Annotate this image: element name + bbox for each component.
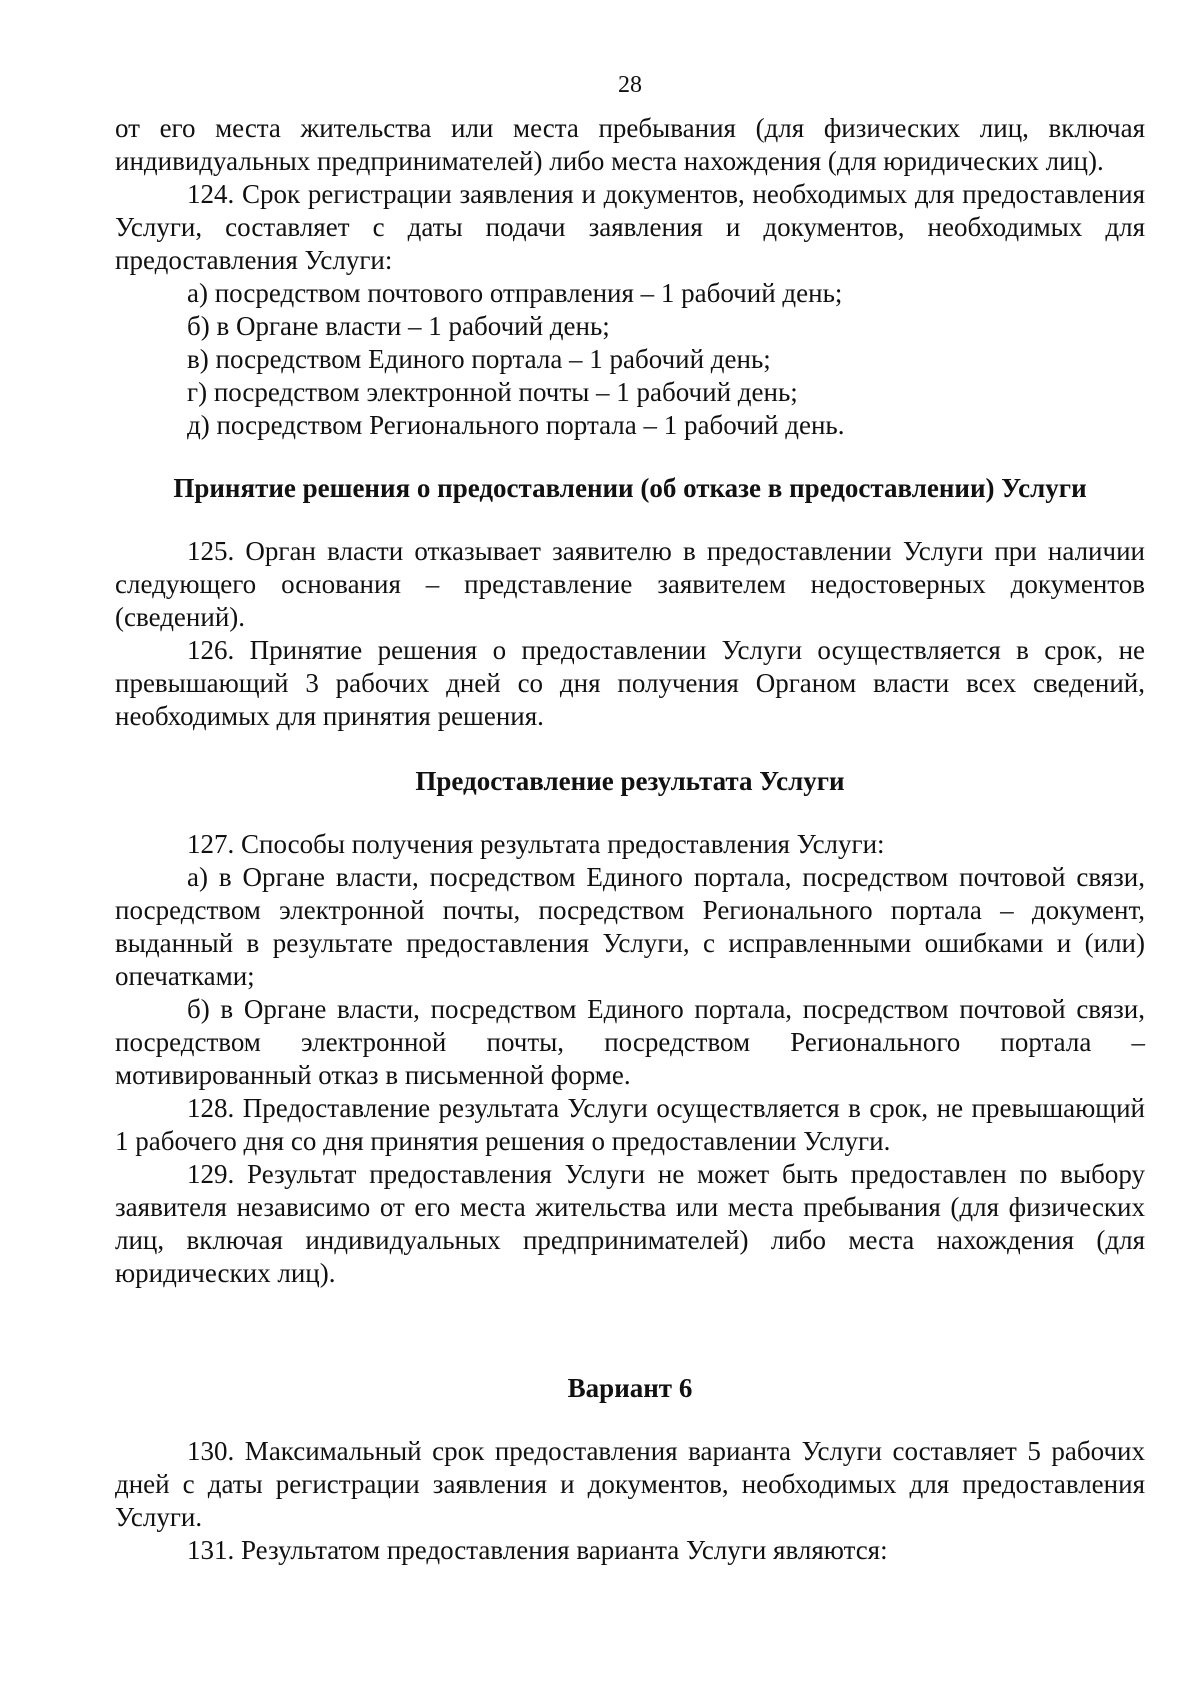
paragraph-127-b: б) в Органе власти, посредством Единого портала, посредством почтовой связи, посредством электронной почты, посредством Регионального портала – мотивированный отказ в письменной форме.	[115, 994, 1145, 1090]
list-item-a: а) посредством почтового отправления – 1 рабочий день;	[187, 278, 843, 308]
paragraph-127-a: а) в Органе власти, посредством Единого портала, посредством почтовой связи, посредством электронной почты, посредством Регионального портала – документ, выданный в результате предоставления Услуги, с исправленными ошибками и (или) опечатками;	[115, 862, 1145, 991]
paragraph-127: 127. Способы получения результата предоставления Услуги:	[187, 829, 885, 859]
paragraph-130: 130. Максимальный срок предоставления варианта Услуги составляет 5 рабочих дней с даты регистрации заявления и документов, необходимых для предоставления Услуги.	[115, 1436, 1145, 1532]
paragraph-126: 126. Принятие решения о предоставлении Услуги осуществляется в срок, не превышающий 3 рабочих дней со дня получения Органом власти всех сведений, необходимых для принятия решения.	[115, 635, 1145, 731]
list-item-v: в) посредством Единого портала – 1 рабочий день;	[187, 344, 771, 374]
paragraph-continuation: от его места жительства или места пребывания (для физических лиц, включая индивидуальных предпринимателей) либо места нахождения (для юридических лиц).	[115, 113, 1145, 176]
list-item-b: б) в Органе власти – 1 рабочий день;	[187, 311, 610, 341]
section-heading-result: Предоставление результата Услуги	[415, 766, 845, 796]
paragraph-128: 128. Предоставление результата Услуги осуществляется в срок, не превышающий 1 рабочего дня со дня принятия решения о предоставлении Услуги.	[115, 1093, 1145, 1156]
paragraph-125: 125. Орган власти отказывает заявителю в предоставлении Услуги при наличии следующего основания – представление заявителем недостоверных документов (сведений).	[115, 536, 1145, 632]
paragraph-131: 131. Результатом предоставления варианта Услуги являются:	[187, 1535, 888, 1565]
list-item-g: г) посредством электронной почты – 1 рабочий день;	[187, 377, 798, 407]
section-heading-decision: Принятие решения о предоставлении (об отказе в предоставлении) Услуги	[173, 473, 1087, 503]
page-number: 28	[618, 72, 642, 98]
paragraph-129: 129. Результат предоставления Услуги не может быть предоставлен по выбору заявителя независимо от его места жительства или места пребывания (для физических лиц, включая индивидуальных предпринимателей) либо места нахождения (для юридических лиц).	[115, 1159, 1145, 1288]
paragraph-124: 124. Срок регистрации заявления и документов, необходимых для предоставления Услуги, составляет с даты подачи заявления и документов, необходимых для предоставления Услуги:	[115, 179, 1145, 275]
list-item-d: д) посредством Регионального портала – 1 рабочий день.	[187, 410, 845, 440]
section-heading-variant-6: Вариант 6	[567, 1373, 693, 1403]
